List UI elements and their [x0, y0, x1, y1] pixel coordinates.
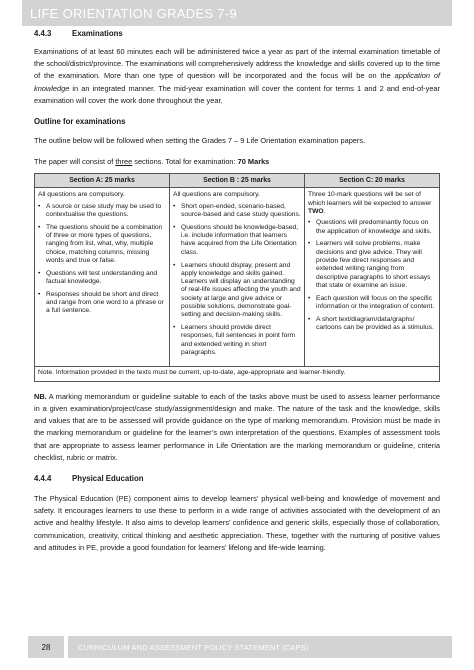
paper-text-mid: sections. Total for examination: [132, 157, 238, 167]
document-title: LIFE ORIENTATION GRADES 7-9 [30, 6, 237, 21]
exam-outline-table [34, 173, 440, 381]
list-item: • Questions should be knowledge-based, i.e. include information that learners have acquired from the Life Orientation class. [181, 224, 301, 257]
list-item: • Learners should display, present and apply knowledge and skills gained. Learners will display an understanding of real-life issues affecting the youth and society at large and give advice or possible solutions, demonstrate goal-setting and decision-making skills. [181, 262, 301, 320]
header-section-c: Section C: 20 marks [305, 174, 440, 188]
list-item: • Responses should be short and direct and range from one word to a phrase or a full sentence. [46, 291, 166, 316]
section-heading-examinations [34, 29, 440, 38]
section-title: Examinations [72, 29, 123, 38]
section-a-lead: All questions are compulsory. [38, 191, 125, 199]
section-c-lead [308, 191, 436, 216]
section-b-lead: All questions are compulsory. [173, 191, 260, 199]
list-item: • A short text/diagram/data/graphs/ cartoons can be provided as a stimulus. [316, 316, 436, 333]
list-item: • Questions will predominantly focus on the application of knowledge and skills. [316, 219, 436, 236]
nb-label: NB. [34, 391, 47, 401]
section-a-cell [35, 188, 170, 366]
table-body-row [35, 188, 440, 366]
header-section-a: Section A: 25 marks [35, 174, 170, 188]
page-footer [28, 636, 452, 658]
header-section-b: Section B : 25 marks [170, 174, 305, 188]
table-note: Note. Information provided in the texts must be current, up-to-date, age-appropriate and learner-friendly. [35, 366, 440, 381]
section-c-lead-text: Three 10-mark questions will be set of which learners will be expected to answer [308, 191, 432, 207]
paper-statement [34, 156, 440, 168]
outline-intro: The outline below will be followed when setting the Grades 7 – 9 Life Orientation examination papers. [34, 136, 366, 146]
page-content [34, 29, 440, 554]
nb-text: A marking memorandum or guideline suitable to each of the tasks above must be used to assess learner performance in a given examination/project/case study/assignment/design and make. The nature of the task and the knowledge, skills and values that are to be assessed will provide guidance on the type of marking memorandum. Provision must be made in the marking memorandum or guideline for the learner’s own interpretation of the questions. Examples of assessment tools that are appropriate to assess learner performance in Life Orientation are the marking memorandum or guideline, criteria checklist, rubric or matrix. [34, 391, 440, 462]
list-item: • A source or case study may be used to contextualise the questions. [46, 203, 166, 220]
list-item: • Learners will solve problems, make decisions and give advice. They will provide few direct responses and extended writing ranging from descriptive paragraphs to short essays that state or examine an issue. [316, 240, 436, 290]
section-c-cell [305, 188, 440, 366]
outline-heading: Outline for examinations [34, 117, 126, 127]
footer-title: CURRICULUM AND ASSESSMENT POLICY STATEMENT (CAPS) [68, 636, 452, 658]
physical-education-paragraph: The Physical Education (PE) component aims to develop learners’ physical well-being and knowledge of movement and safety. It encourages learners to use these to perform in a wide range of activities associated with the development of an active and healthy lifestyle. It also aims to develop learners’ confidence and generic skills, especially those of collaboration, communication, creativity, critical thinking and aesthetic appreciation. These, together with the nurturing of positive values and attitudes in PE, provide a good foundation for learners’ lifelong and life-wide learning. [34, 493, 440, 552]
nb-paragraph [34, 391, 440, 464]
section-title: Physical Education [72, 473, 144, 483]
paper-text-pre: The paper will consist of [34, 157, 116, 167]
section-number: 4.4.4 [34, 473, 52, 483]
paper-total-marks: 70 Marks [237, 157, 270, 167]
section-heading-physical-education [34, 474, 440, 483]
examinations-paragraph [34, 46, 440, 107]
paper-text-underlined: three [115, 157, 133, 167]
section-b-cell [170, 188, 305, 366]
list-item: • Questions will test understanding and factual knowledge. [46, 270, 166, 287]
table-header-row [35, 174, 440, 188]
list-item: • The questions should be a combination of three or more types of questions, ranging from list, what, why, multiple choice, matching columns, missing words and true or false. [46, 224, 166, 265]
section-a-list [38, 203, 166, 316]
page-number: 28 [28, 636, 64, 658]
section-number: 4.4.3 [34, 29, 52, 38]
list-item: • Short open-ended, scenario-based, source-based and case study questions. [181, 203, 301, 220]
table-note-row [35, 366, 440, 381]
section-b-list [173, 203, 301, 358]
examinations-text-b: in an integrated manner. The mid-year examination will cover the content for terms 1 and 2 and end-of-year examination will cover the work done throughout the year. [34, 83, 440, 105]
header-bar [22, 0, 452, 26]
section-c-list [308, 219, 436, 332]
list-item: • Learners should provide direct responses, full sentences in point form and extended writing in short paragraphs. [181, 324, 301, 357]
section-c-lead-end: . [323, 208, 326, 216]
examinations-text-italic: application of knowledge [34, 71, 440, 93]
examinations-text-a: Examinations of at least 60 minutes each will be administered twice a year as part of the internal examination timetable of the school/district/province. The examinations will comprehensively address the knowledge and skills covered up to the time of the examination. More than one type of question will be incorporated and the focus will be on the [34, 47, 440, 81]
section-c-lead-bold: TWO [308, 208, 324, 216]
list-item: • Each question will focus on the specific information or the integration of content. [316, 295, 436, 312]
